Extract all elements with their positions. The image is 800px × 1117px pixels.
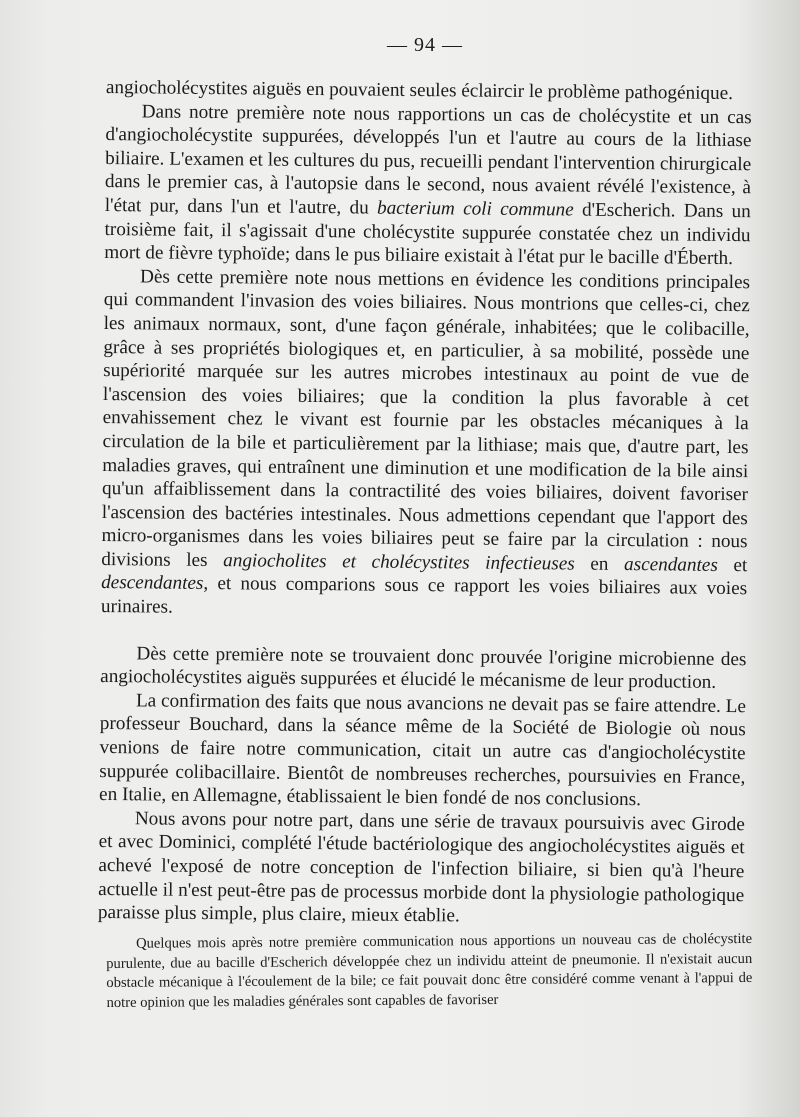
italic-descendantes: descendantes — [101, 572, 204, 595]
paragraph-2 — [104, 100, 752, 271]
paragraph-5-text: La confirmation des faits que nous avancions ne devait pas se faire attendre. Le professeur Bouchard, dans la séance même de la Société de Biologie où nous venions de faire notre communication, citait un autre cas d'angiocholécystite suppurée colibacillaire. Bientôt de nombreuses recherches, poursuivies en France, en Italie, en Allemagne, établissaient le bien fondé de nos conclusions. — [99, 690, 747, 811]
body-text — [98, 76, 752, 931]
paragraph-6 — [98, 807, 745, 931]
paragraph-3-text-d: , et nous comparions sous ce rapport les voies biliaires aux voies urinaires. — [100, 573, 748, 618]
italic-ascendantes: ascendantes — [623, 553, 718, 576]
paragraph-3-text-b: en — [574, 553, 625, 575]
footnote-text: Quelques mois après notre première communication nous apportions un nouveau cas de cholécystite purulente, due au bacille d'Escherich développée chez un individu atteint de pneumonie. Il n'existait aucun obstacle mécanique à l'écoulement de la bile; ce fait pouvait donc être considéré comme venant à l'appui de notre opinion que les maladies générales sont capables de favoriser — [106, 930, 753, 1011]
footnote — [106, 930, 753, 1013]
paragraph-4-text: Dès cette première note se trouvaient donc prouvée l'origine microbienne des angiocholécystites aiguës suppurées et élucidé le mécanisme de leur production. — [100, 642, 747, 694]
paragraph-5 — [99, 689, 746, 813]
paragraph-4 — [100, 642, 746, 695]
paragraph-3-text-c: et — [717, 554, 748, 577]
paragraph-3-text-a: Dès cette première note nous mettions en évidence les conditions principales qui commandent l'invasion des voies biliaires. Nous montrions que celles-ci, chez les animaux normaux, sont, d'une façon générale, inhabitées; que le colibacille, grâce à ses propriétés biologiques et, en particulier, à sa mobilité, possède une supériorité marquée sur les autres microbes intestinaux au point de vue de l'ascension des voies biliaires; que la condition la plus favorable à cet envahissement chez le vivant est fournie par les obstacles mécaniques à la circulation de la bile et particulièrement par la lithiase; mais que, d'autre part, les maladies graves, qui entraînent une diminution et une modification de la bile ainsi qu'un affaiblissement dans la contractilité des voies biliaires, doivent favoriser l'ascension des bactéries intestinales. Nous admettions cependant que l'apport des micro-organismes dans les voies biliaires peut se faire par la circulation : nous divisions les — [101, 266, 751, 572]
paragraph-2-text-a: Dans notre première note nous rapportions un cas de cholécystite et un cas d'angiocholécystite suppurées, développés l'un et l'autre au cours de la lithiase biliaire. L'examen et les cultures du pus, recueilli pendant l'intervention chirurgicale dans le premier cas, à l'autopsie dans le second, nous avaient révélé l'existence, à l'état pur, dans l'un et l'autre, du — [104, 100, 752, 219]
italic-angiocholites-term: angiocholites et cholécystites infectieuses — [223, 550, 575, 575]
paragraph-1-text: angiocholécystites aiguës en pouvaient seules éclaircir le problème pathogénique. — [105, 76, 734, 105]
paragraph-6-text: Nous avons pour notre part, dans une série de travaux poursuivis avec Girode et avec Dominici, complété l'étude bactériologique des angiocholécystites aiguës et achevé l'exposé de notre conception de l'infection biliaire, si bien qu'à l'heure actuelle il n'est peut-être pas de processus morbide dont la physiologie pathologique paraisse plus simple, plus claire, mieux établie. — [97, 808, 745, 927]
paragraph-3 — [101, 265, 750, 625]
paragraph-2-text-b: d'Escherich. Dans un troisième fait, il s'agissait d'une cholécystite suppurée constatée chez un individu mort de fièvre typhoïde; dans le pus biliaire existait à l'état pur le bacille d'Éberth. — [104, 199, 751, 270]
italic-bacterium-name: bacterium coli commune — [376, 197, 574, 221]
page-number: — 94 — — [387, 34, 463, 56]
